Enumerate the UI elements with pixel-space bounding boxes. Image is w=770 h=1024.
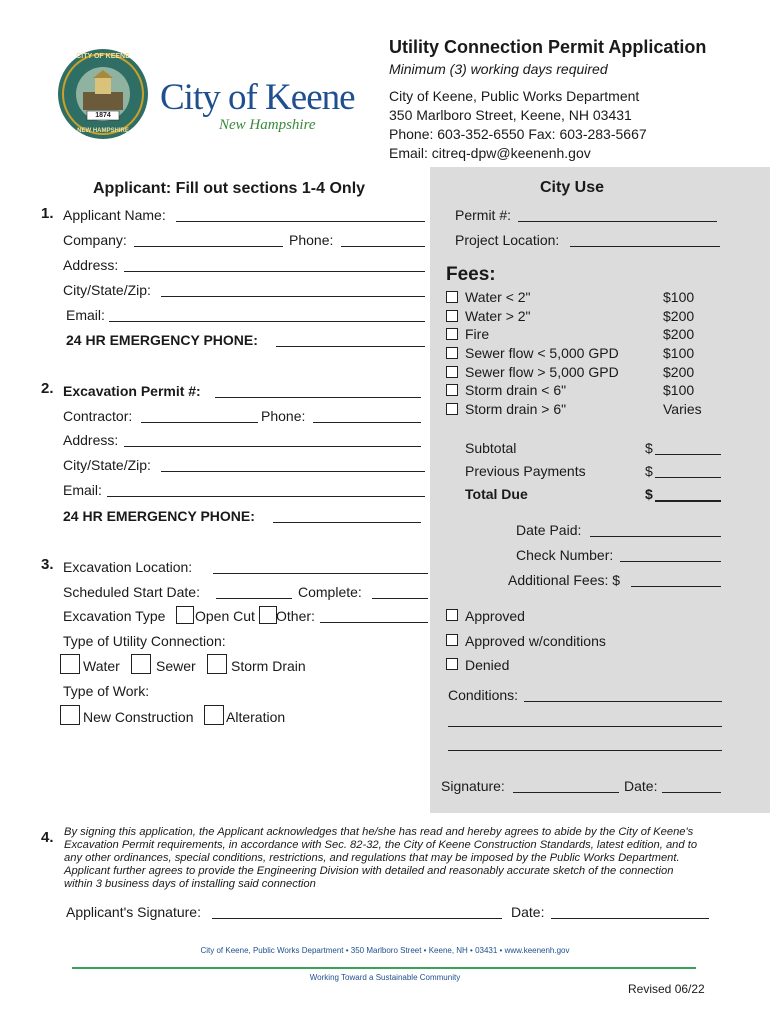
seal-bottom-text: NEW HAMPSHIRE <box>77 128 129 134</box>
applicant-signature-field[interactable] <box>212 918 502 919</box>
contractor-label: Contractor: <box>63 408 133 424</box>
additional-fees-field[interactable] <box>631 586 721 587</box>
excavation-permit-field[interactable] <box>215 397 421 398</box>
applicant-phone-label: Phone: <box>289 232 334 248</box>
company-field[interactable] <box>134 246 283 247</box>
fee-label: Sewer flow > 5,000 GPD <box>465 364 619 380</box>
applicant-date-field[interactable] <box>551 918 709 919</box>
water-checkbox[interactable] <box>60 654 80 674</box>
start-date-field[interactable] <box>216 598 292 599</box>
footer-divider <box>72 967 696 969</box>
additional-fees-label: Additional Fees: $ <box>508 572 621 588</box>
alteration-checkbox[interactable] <box>204 705 224 725</box>
work-type-label: Type of Work: <box>63 683 150 699</box>
contractor-address-label: Address: <box>63 432 119 448</box>
contractor-phone-label: Phone: <box>261 408 306 424</box>
denied-label: Denied <box>465 657 510 673</box>
fee-price: $200 <box>663 308 695 324</box>
dept-email: Email: citreq-dpw@keenenh.gov <box>389 145 591 161</box>
contractor-city-label: City/State/Zip: <box>63 457 151 473</box>
applicant-email-field[interactable] <box>109 321 425 322</box>
check-number-field[interactable] <box>620 561 721 562</box>
fee-checkbox[interactable] <box>446 347 458 359</box>
applicant-signature-label: Applicant's Signature: <box>66 904 201 920</box>
applicant-heading: Applicant: Fill out sections 1-4 Only <box>93 180 366 197</box>
fee-checkbox[interactable] <box>446 291 458 303</box>
city-use-heading: City Use <box>540 179 605 196</box>
applicant-emergency-field[interactable] <box>276 346 425 347</box>
fee-checkbox[interactable] <box>446 366 458 378</box>
storm-drain-checkbox[interactable] <box>207 654 227 674</box>
section-2-number: 2. <box>41 380 54 397</box>
denied-checkbox[interactable] <box>446 658 458 670</box>
fee-price: $200 <box>663 326 695 342</box>
project-location-field[interactable] <box>570 246 720 247</box>
fee-price: $100 <box>663 289 695 305</box>
excavation-location-label: Excavation Location: <box>63 559 193 575</box>
open-cut-label: Open Cut <box>195 608 255 624</box>
contractor-address-field[interactable] <box>124 446 421 447</box>
fee-checkbox[interactable] <box>446 384 458 396</box>
approved-conditions-label: Approved w/conditions <box>465 633 606 649</box>
city-seal <box>57 48 149 140</box>
footer-motto: Working Toward a Sustainable Community <box>309 973 461 982</box>
subtotal-dollar: $ <box>645 440 653 456</box>
applicant-phone-field[interactable] <box>341 246 425 247</box>
applicant-email-label: Email: <box>66 307 105 323</box>
approved-label: Approved <box>465 608 525 624</box>
fee-price: $200 <box>663 364 695 380</box>
check-number-label: Check Number: <box>516 547 614 563</box>
applicant-name-label: Applicant Name: <box>63 207 166 223</box>
date-paid-field[interactable] <box>590 536 721 537</box>
applicant-emergency-label: 24 HR EMERGENCY PHONE: <box>66 332 258 348</box>
total-due-label: Total Due <box>465 486 528 502</box>
contractor-emergency-label: 24 HR EMERGENCY PHONE: <box>63 508 255 524</box>
alteration-label: Alteration <box>226 709 286 725</box>
contractor-phone-field[interactable] <box>313 422 421 423</box>
fee-checkbox[interactable] <box>446 328 458 340</box>
other-label: Other: <box>276 608 315 624</box>
city-signature-label: Signature: <box>441 778 505 794</box>
footer-address: City of Keene, Public Works Department • 350 Marlboro Street • Keene, NH • 03431 • www.keenenh.gov <box>200 946 570 955</box>
approved-checkbox[interactable] <box>446 609 458 621</box>
contractor-email-label: Email: <box>63 482 102 498</box>
dept-street: 350 Marlboro Street, Keene, NH 03431 <box>389 107 632 123</box>
form-subtitle: Minimum (3) working days required <box>389 61 608 77</box>
complete-label: Complete: <box>298 584 362 600</box>
date-paid-label: Date Paid: <box>516 522 582 538</box>
legal-text: By signing this application, the Applicant acknowledges that he/she has read and hereby agrees to abide by the City of Keene's Excavation Permit requirements, in accordance with Sec. 82-32, the City of Keene Construction Standards, latest edition, and to any other ordinances, special conditions, restrictions, and regulations that may be imposed by the Public Works Department. Applicant further agrees to provide the Engineering Division with detailed and reasonably accurate sketch of the connection within 3 business days of installing said connection <box>64 826 698 890</box>
dept-name: City of Keene, Public Works Department <box>389 88 640 104</box>
conditions-label: Conditions: <box>448 687 519 703</box>
seal-year: 1874 <box>95 112 111 119</box>
applicant-address-label: Address: <box>63 257 119 273</box>
fee-label: Sewer flow < 5,000 GPD <box>465 345 619 361</box>
applicant-date-label: Date: <box>511 904 545 920</box>
contractor-city-field[interactable] <box>161 471 425 472</box>
applicant-name-field[interactable] <box>176 221 425 222</box>
city-logo-state: New Hampshire <box>219 117 316 133</box>
fee-price: Varies <box>663 401 702 417</box>
fee-label: Water > 2" <box>465 308 531 324</box>
contractor-email-field[interactable] <box>107 496 425 497</box>
other-checkbox[interactable] <box>259 606 277 624</box>
permit-number-field[interactable] <box>518 221 717 222</box>
fee-label: Fire <box>465 326 490 342</box>
sewer-checkbox[interactable] <box>131 654 151 674</box>
other-field[interactable] <box>320 622 428 623</box>
subtotal-field[interactable] <box>655 454 721 455</box>
excavation-type-label: Excavation Type <box>63 608 166 624</box>
conditions-field-3[interactable] <box>448 750 722 751</box>
excavation-location-field[interactable] <box>213 573 428 574</box>
contractor-emergency-field[interactable] <box>273 522 421 523</box>
fee-checkbox[interactable] <box>446 310 458 322</box>
total-dollar: $ <box>645 486 653 502</box>
fee-price: $100 <box>663 345 695 361</box>
contractor-field[interactable] <box>141 422 258 423</box>
fee-label: Storm drain > 6" <box>465 401 567 417</box>
conditions-field-1[interactable] <box>524 701 722 702</box>
start-date-label: Scheduled Start Date: <box>63 584 200 600</box>
city-date-field[interactable] <box>662 792 721 793</box>
fee-label: Storm drain < 6" <box>465 382 567 398</box>
new-construction-label: New Construction <box>83 709 194 725</box>
city-logo-text: City of Keene <box>160 77 355 118</box>
section-1-number: 1. <box>41 205 54 222</box>
total-due-field[interactable] <box>655 500 721 502</box>
dept-phone: Phone: 603-352-6550 Fax: 603-283-5667 <box>389 126 647 142</box>
section-3-number: 3. <box>41 556 54 573</box>
approved-conditions-checkbox[interactable] <box>446 634 458 646</box>
fees-heading: Fees: <box>446 264 496 285</box>
conditions-field-2[interactable] <box>448 726 722 727</box>
previous-dollar: $ <box>645 463 653 479</box>
fee-label: Water < 2" <box>465 289 531 305</box>
city-signature-field[interactable] <box>513 792 619 793</box>
company-label: Company: <box>63 232 127 248</box>
sewer-label: Sewer <box>156 658 196 674</box>
permit-number-label: Permit #: <box>455 207 512 223</box>
applicant-city-field[interactable] <box>161 296 425 297</box>
project-location-label: Project Location: <box>455 232 560 248</box>
storm-drain-label: Storm Drain <box>231 658 306 674</box>
section-4-number: 4. <box>41 829 54 846</box>
complete-field[interactable] <box>372 598 428 599</box>
fee-checkbox[interactable] <box>446 403 458 415</box>
open-cut-checkbox[interactable] <box>176 606 194 624</box>
previous-payments-field[interactable] <box>655 477 721 478</box>
applicant-address-field[interactable] <box>124 271 425 272</box>
fee-price: $100 <box>663 382 695 398</box>
city-date-label: Date: <box>624 778 658 794</box>
water-label: Water <box>83 658 120 674</box>
revised-date: Revised 06/22 <box>628 982 705 996</box>
new-construction-checkbox[interactable] <box>60 705 80 725</box>
form-title: Utility Connection Permit Application <box>389 37 707 57</box>
utility-type-label: Type of Utility Connection: <box>63 633 226 649</box>
seal-top-text: CITY OF KEENE <box>76 53 130 60</box>
excavation-permit-label: Excavation Permit #: <box>63 383 201 399</box>
previous-payments-label: Previous Payments <box>465 463 586 479</box>
applicant-city-label: City/State/Zip: <box>63 282 151 298</box>
subtotal-label: Subtotal <box>465 440 517 456</box>
